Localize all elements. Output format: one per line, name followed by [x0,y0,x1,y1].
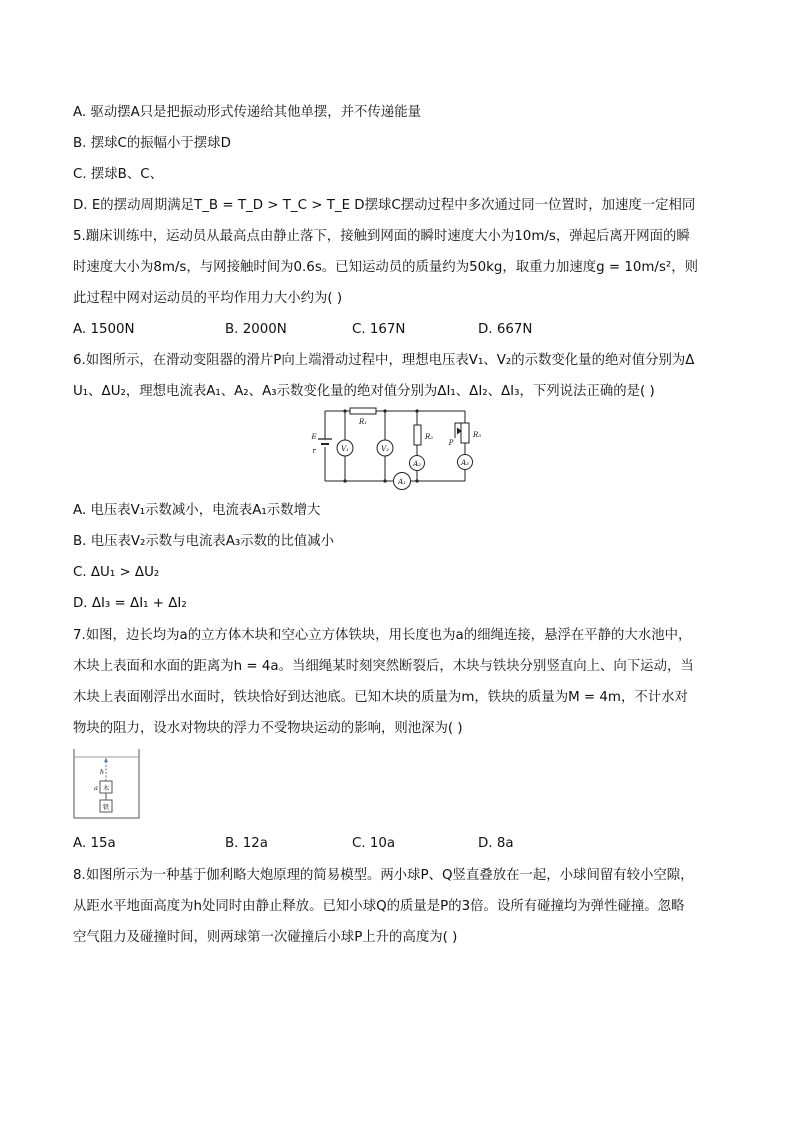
q4-option-b: B. 摆球C的振幅小于摆球D [73,136,231,151]
q6-option-c: C. ΔU₁ > ΔU₂ [73,565,160,580]
label-r1: R₁ [358,418,368,426]
q7-option-d: D. 8a [478,836,514,851]
q4-option-c: C. 摆球B、C、 [73,167,163,182]
resistor-r1 [350,408,376,414]
q7-stem-line3: 木块上表面刚浮出水面时，铁块恰好到达池底。已知木块的质量为m，铁块的质量为M = 4m，不计水对 [73,690,688,705]
q8-stem-line1: 8.如图所示为一种基于伽利略大炮原理的简易模型。两小球P、Q竖直叠放在一起，小球间留有较小空隙， [73,868,694,883]
q5-option-a: A. 1500N [73,322,135,337]
q5-option-d: D. 667N [478,322,533,337]
q5-option-b: B. 2000N [225,322,287,337]
label-v2: V₂ [381,445,389,453]
label-a1: A₁ [398,478,406,486]
rheostat-r3 [461,423,469,443]
q5-stem-line3: 此过程中网对运动员的平均作用力大小约为( ) [73,291,343,306]
label-r: r [312,447,316,455]
q6-option-b: B. 电压表V₂示数与电流表A₃示数的比值减小 [73,534,335,549]
q6-stem-line1: 6.如图所示，在滑动变阻器的滑片P向上端滑动过程中，理想电压表V₁、V₂的示数变化量的绝对值分别为Δ [73,353,695,368]
q6-option-a: A. 电压表V₁示数减小，电流表A₁示数增大 [73,503,321,518]
label-a3: A₃ [461,459,469,467]
q8-stem-line2: 从距水平地面高度为h处同时由静止释放。已知小球Q的质量是P的3倍。设所有碰撞均为弹性碰撞。忽略 [73,899,685,914]
q7-option-c: C. 10a [352,836,396,851]
label-a2: A₂ [413,460,421,468]
q7-stem-line4: 物块的阻力，设水对物块的浮力不受物块运动的影响，则池深为( ) [73,721,463,736]
label-p: P [448,439,454,447]
q6-stem-line2: U₁、ΔU₂，理想电流表A₁、A₂、A₃示数变化量的绝对值分别为ΔI₁、ΔI₂、ΔI₃，下列说法正确的是( ) [73,384,655,399]
label-r3: R₃ [472,431,482,439]
q7-option-a: A. 15a [73,836,116,851]
q7-option-b: B. 12a [225,836,268,851]
resistor-r2 [414,425,421,445]
q7-stem-line2: 木块上表面和水面的距离为h = 4a。当细绳某时刻突然断裂后，木块与铁块分别竖直向上、向下运动，当 [73,659,694,674]
label-iron: 铁 [102,803,110,811]
q5-stem-line1: 5.蹦床训练中，运动员从最高点由静止落下，接触到网面的瞬时速度大小为10m/s，弹起后离开网面的瞬 [73,229,690,244]
label-r2: R₂ [424,433,434,441]
q5-option-c: C. 167N [352,322,406,337]
label-wood: 木 [102,784,110,792]
q5-stem-line2: 时速度大小为8m/s，与网接触时间为0.6s。已知运动员的质量约为50kg，取重力加速度g = 10m/s²，则 [73,260,699,275]
q8-stem-line3: 空气阻力及碰撞时间，则两球第一次碰撞后小球P上升的高度为( ) [73,930,458,945]
q7-stem-line1: 7.如图，边长均为a的立方体木块和空心立方体铁块，用长度也为a的细绳连接，悬浮在平静的大水池中， [73,628,692,643]
label-v1: V₁ [341,445,349,453]
q4-option-a: A. 驱动摆A只是把振动形式传递给其他单摆，并不传递能量 [73,105,421,120]
circuit-diagram [305,403,485,493]
q6-option-d: D. ΔI₃ = ΔI₁ + ΔI₂ [73,596,187,611]
pool-figure [73,748,141,820]
label-e: E [311,433,317,441]
label-h: h [99,768,105,776]
label-a: a [94,784,98,792]
q4-option-d: D. E的摆动周期满足T_B = T_D > T_C > T_E D摆球C摆动过程中多次通过同一位置时，加速度一定相同 [73,198,696,213]
